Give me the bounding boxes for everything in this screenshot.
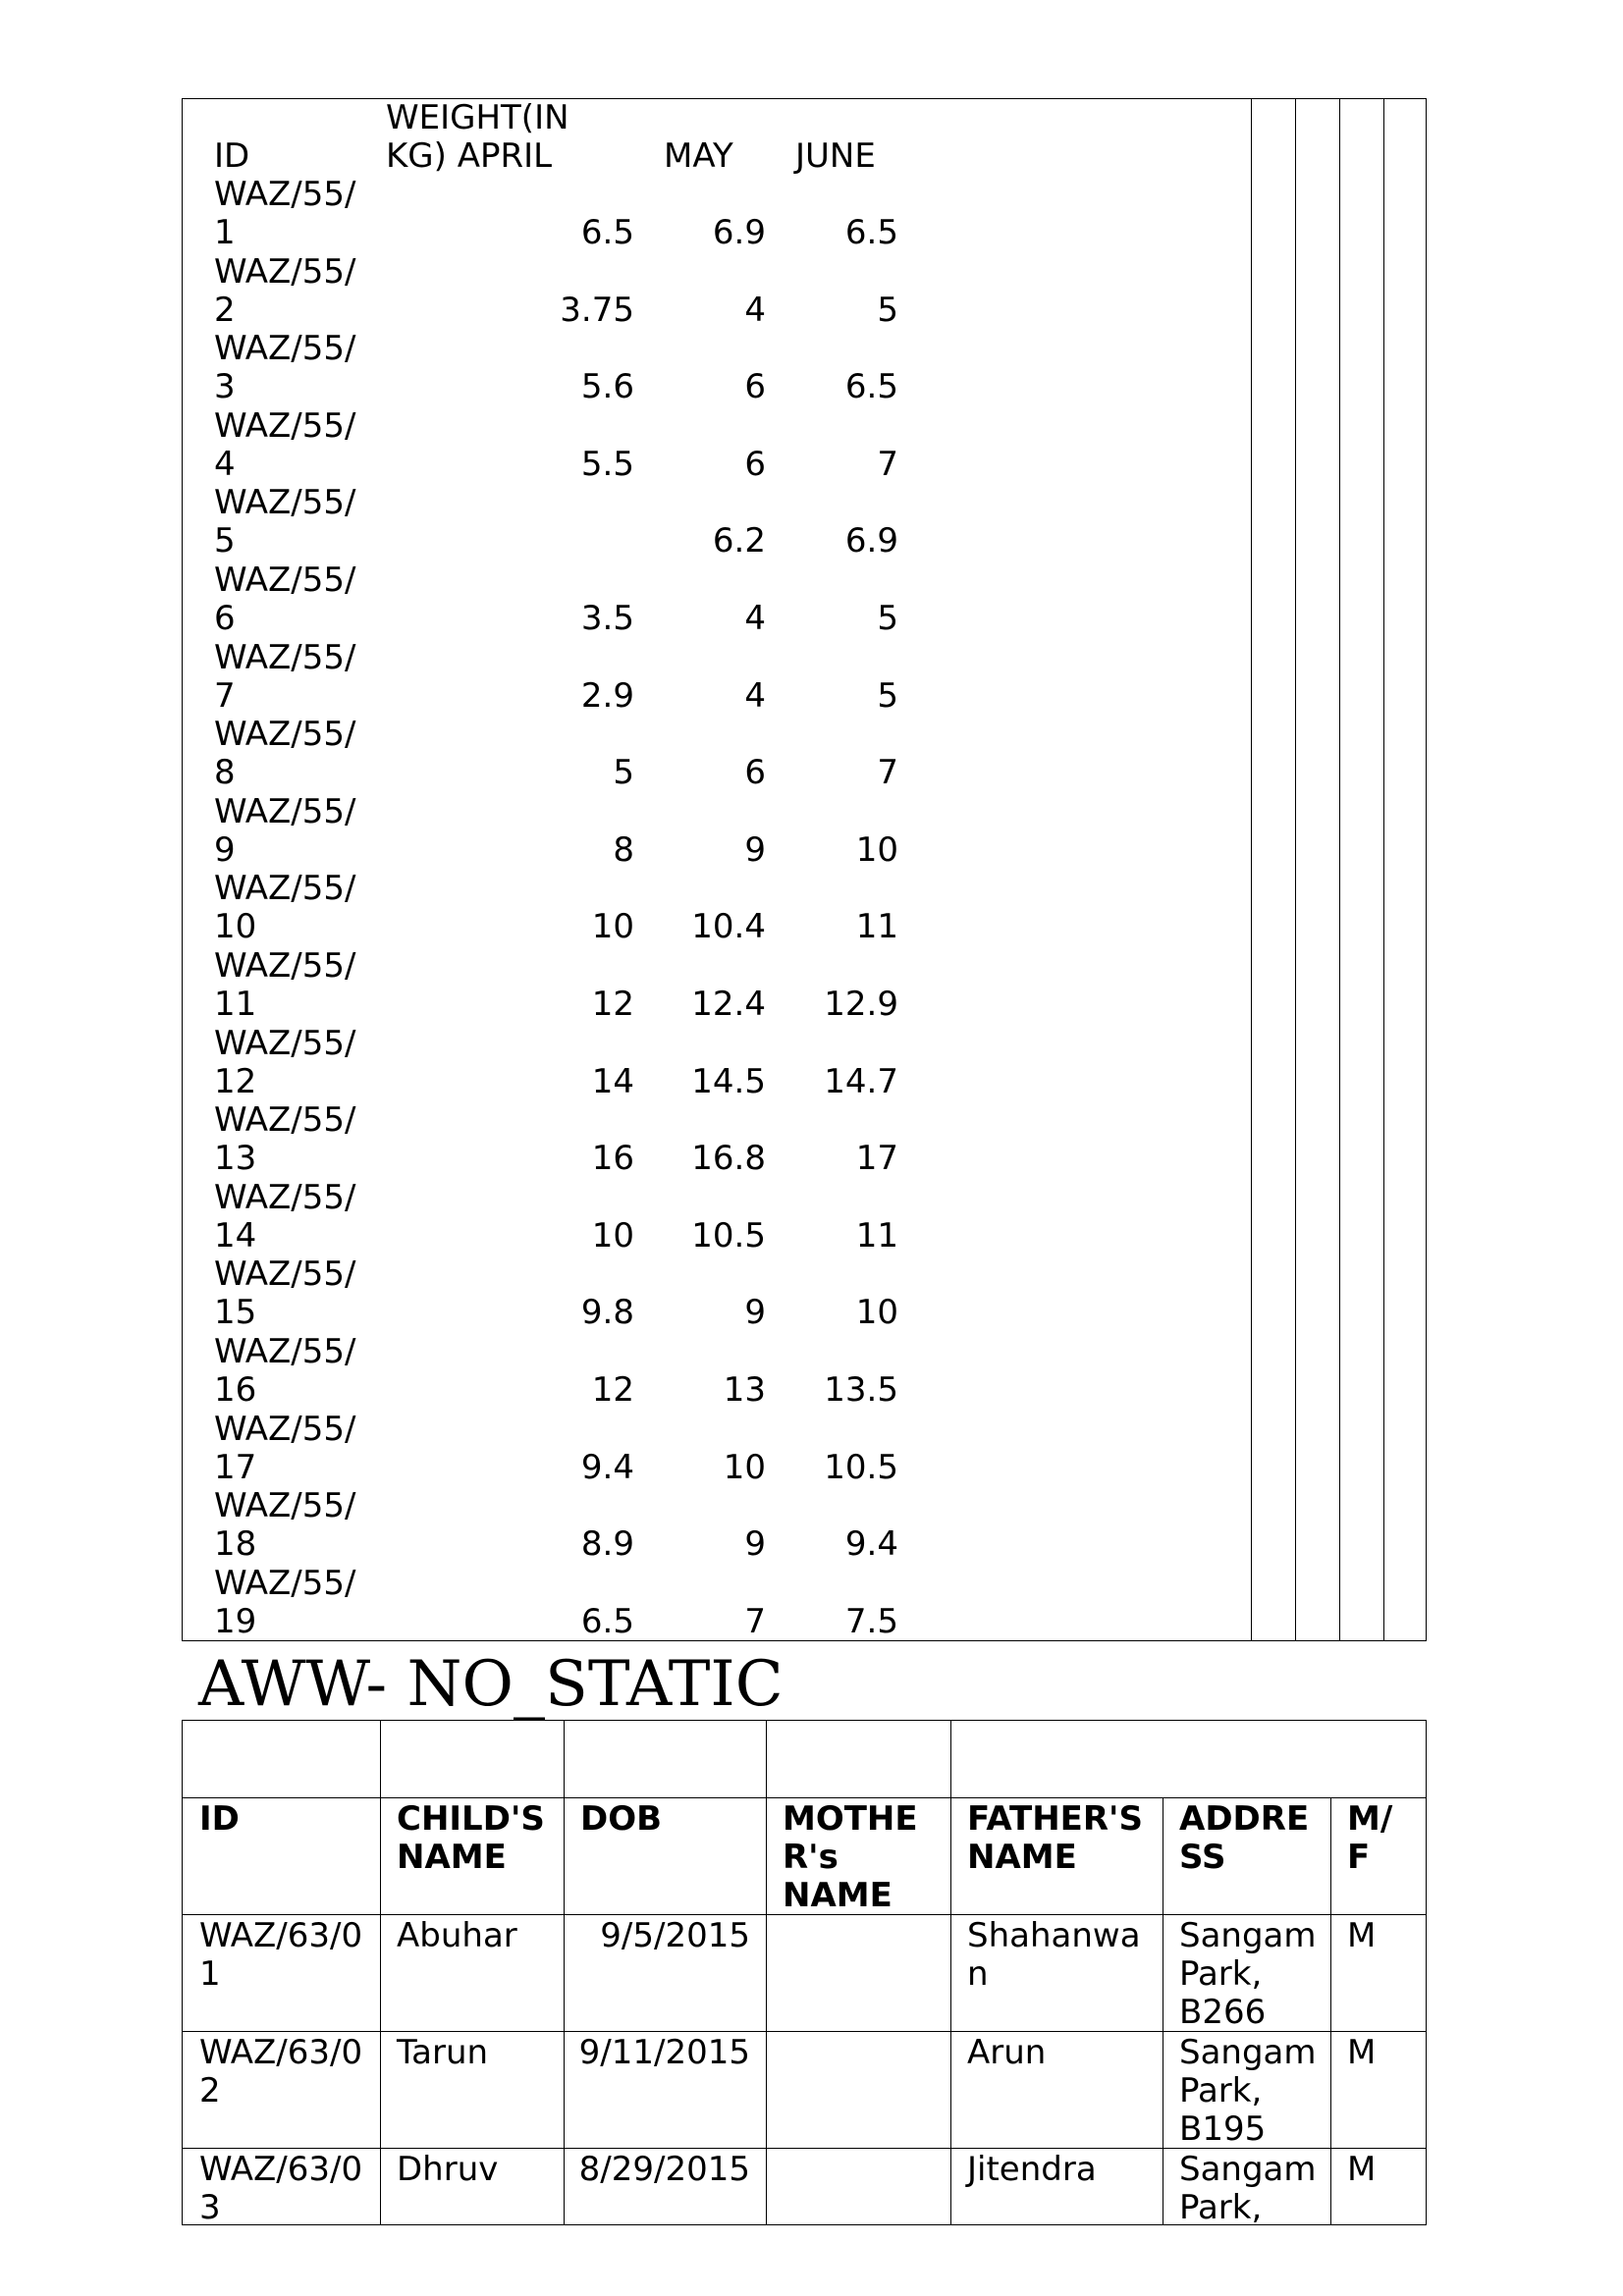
weight-june: 13.5 — [824, 1370, 898, 1410]
weight-row — [183, 1333, 1426, 1410]
weight-row — [183, 1179, 1426, 1255]
weight-row — [183, 1101, 1426, 1178]
row-id: WAZ/55/ 9 — [214, 791, 356, 870]
weight-april: 14 — [591, 1061, 634, 1101]
weight-row — [183, 793, 1426, 870]
weight-april: 8.9 — [580, 1524, 634, 1565]
row-id: WAZ/55/ 5 — [214, 483, 356, 561]
row-divider — [183, 1797, 1426, 1798]
weight-june: 7.5 — [844, 1601, 898, 1641]
weight-june: 11 — [855, 907, 898, 947]
weight-june: 5 — [877, 599, 898, 638]
weight-june: 6.5 — [844, 367, 898, 407]
weight-row — [183, 561, 1426, 638]
row-id: WAZ/55/ 4 — [214, 405, 356, 484]
weight-june: 7 — [877, 753, 898, 793]
weight-may: 4 — [744, 290, 766, 330]
weight-june: 14.7 — [824, 1061, 898, 1101]
weight-may: 6 — [744, 753, 766, 793]
row-id: WAZ/55/ 18 — [214, 1486, 356, 1565]
weight-may: 12.4 — [691, 985, 766, 1024]
weight-april: 10 — [591, 1215, 634, 1255]
weight-may: 14.5 — [691, 1061, 766, 1101]
child-address: Sangam Park, — [1179, 2150, 1317, 2227]
weight-row — [183, 484, 1426, 561]
weight-june: 11 — [855, 1215, 898, 1255]
weight-header-row — [183, 99, 1426, 176]
child-dob: 9/5/2015 — [600, 1916, 750, 1955]
child-dob: 9/11/2015 — [578, 2033, 750, 2072]
weight-table — [182, 98, 1427, 1641]
weight-june: 12.9 — [824, 985, 898, 1024]
weight-row — [183, 870, 1426, 946]
row-id: WAZ/55/ 7 — [214, 637, 356, 716]
weight-row — [183, 639, 1426, 716]
weight-june: 5 — [877, 290, 898, 330]
weight-april: 9.8 — [580, 1293, 634, 1333]
weight-june: 6.9 — [844, 521, 898, 561]
weight-row — [183, 716, 1426, 792]
weight-april: 12 — [591, 985, 634, 1024]
child-father-name: Shahanwa n — [967, 1916, 1141, 1994]
header-weight-line2: KG) APRIL — [386, 136, 553, 176]
weight-april: 12 — [591, 1370, 634, 1410]
weight-row — [183, 407, 1426, 484]
weight-may: 9 — [744, 1293, 766, 1333]
header-father-name: FATHER'S NAME — [967, 1799, 1143, 1877]
weight-april: 6.5 — [580, 213, 634, 252]
weight-may: 9 — [744, 829, 766, 870]
header-child-name: CHILD'S NAME — [397, 1799, 545, 1877]
weight-row — [183, 330, 1426, 406]
weight-may: 9 — [744, 1524, 766, 1565]
weight-row — [183, 253, 1426, 330]
weight-june: 7 — [877, 444, 898, 484]
child-sex: M — [1347, 2150, 1377, 2189]
child-sex: M — [1347, 2033, 1377, 2072]
header-id: ID — [214, 136, 250, 176]
header-sex: M/ F — [1347, 1799, 1393, 1877]
weight-june: 10 — [855, 829, 898, 870]
weight-april: 5.5 — [580, 444, 634, 484]
column-divider — [950, 1721, 951, 2224]
weight-may: 4 — [744, 675, 766, 716]
header-dob: DOB — [580, 1799, 663, 1839]
weight-may: 7 — [744, 1601, 766, 1641]
section-title: AWW- NO_STATIC — [198, 1648, 784, 1721]
weight-june: 6.5 — [844, 213, 898, 252]
row-id: WAZ/55/ 13 — [214, 1100, 356, 1179]
weight-row — [183, 1255, 1426, 1332]
row-id: WAZ/55/ 2 — [214, 251, 356, 330]
weight-row — [183, 1487, 1426, 1564]
row-id: WAZ/55/ 16 — [214, 1332, 356, 1410]
child-id: WAZ/63/0 1 — [199, 1916, 363, 1994]
row-id: WAZ/55/ 10 — [214, 869, 356, 947]
row-id: WAZ/55/ 1 — [214, 175, 356, 252]
row-id: WAZ/55/ 11 — [214, 946, 356, 1024]
weight-may: 6 — [744, 444, 766, 484]
child-name: Dhruv — [397, 2150, 499, 2189]
weight-may: 10.4 — [691, 907, 766, 947]
row-id: WAZ/55/ 15 — [214, 1255, 356, 1333]
row-id: WAZ/55/ 3 — [214, 329, 356, 407]
weight-row — [183, 1025, 1426, 1101]
weight-may: 6.2 — [712, 521, 766, 561]
child-name: Abuhar — [397, 1916, 517, 1955]
weight-april: 3.75 — [560, 290, 634, 330]
header-address: ADDRE SS — [1179, 1799, 1310, 1877]
weight-row — [183, 1565, 1426, 1641]
row-id: WAZ/55/ 8 — [214, 715, 356, 793]
row-id: WAZ/55/ 19 — [214, 1563, 356, 1641]
weight-may: 13 — [723, 1370, 766, 1410]
row-id: WAZ/55/ 6 — [214, 561, 356, 638]
header-mother-name: MOTHE R's NAME — [783, 1799, 918, 1915]
child-address: Sangam Park, B266 — [1179, 1916, 1317, 2032]
weight-june: 10.5 — [824, 1447, 898, 1487]
weight-row — [183, 947, 1426, 1024]
child-id: WAZ/63/0 2 — [199, 2033, 363, 2110]
weight-april: 3.5 — [580, 599, 634, 638]
weight-may: 6.9 — [712, 213, 766, 252]
column-divider — [380, 1721, 381, 2224]
row-id: WAZ/55/ 17 — [214, 1409, 356, 1487]
weight-may: 6 — [744, 367, 766, 407]
weight-april: 9.4 — [580, 1447, 634, 1487]
header-june: JUNE — [795, 136, 876, 176]
header-may: MAY — [664, 136, 733, 176]
weight-june: 10 — [855, 1293, 898, 1333]
weight-april: 5 — [613, 753, 634, 793]
weight-april: 5.6 — [580, 367, 634, 407]
child-id: WAZ/63/0 3 — [199, 2150, 363, 2227]
child-sex: M — [1347, 1916, 1377, 1955]
weight-april: 8 — [613, 829, 634, 870]
weight-april: 6.5 — [580, 1601, 634, 1641]
child-father-name: Jitendra — [967, 2150, 1097, 2189]
weight-april: 16 — [591, 1139, 634, 1179]
weight-june: 5 — [877, 675, 898, 716]
weight-may: 10.5 — [691, 1215, 766, 1255]
column-divider — [766, 1721, 767, 2224]
weight-row — [183, 176, 1426, 252]
weight-may: 10 — [723, 1447, 766, 1487]
weight-may: 4 — [744, 599, 766, 638]
column-divider — [1330, 1797, 1331, 2224]
weight-april: 10 — [591, 907, 634, 947]
weight-june: 9.4 — [844, 1524, 898, 1565]
header-weight-line1: WEIGHT(IN — [386, 98, 569, 137]
row-id: WAZ/55/ 14 — [214, 1177, 356, 1255]
column-divider — [564, 1721, 565, 2224]
child-dob: 8/29/2015 — [578, 2150, 750, 2189]
row-id: WAZ/55/ 12 — [214, 1023, 356, 1101]
weight-row — [183, 1411, 1426, 1487]
weight-april: 2.9 — [580, 675, 634, 716]
child-table — [182, 1720, 1427, 2225]
child-address: Sangam Park, B195 — [1179, 2033, 1317, 2149]
weight-june: 17 — [855, 1139, 898, 1179]
child-name: Tarun — [397, 2033, 489, 2072]
child-father-name: Arun — [967, 2033, 1047, 2072]
weight-may: 16.8 — [691, 1139, 766, 1179]
header-id: ID — [199, 1799, 240, 1839]
